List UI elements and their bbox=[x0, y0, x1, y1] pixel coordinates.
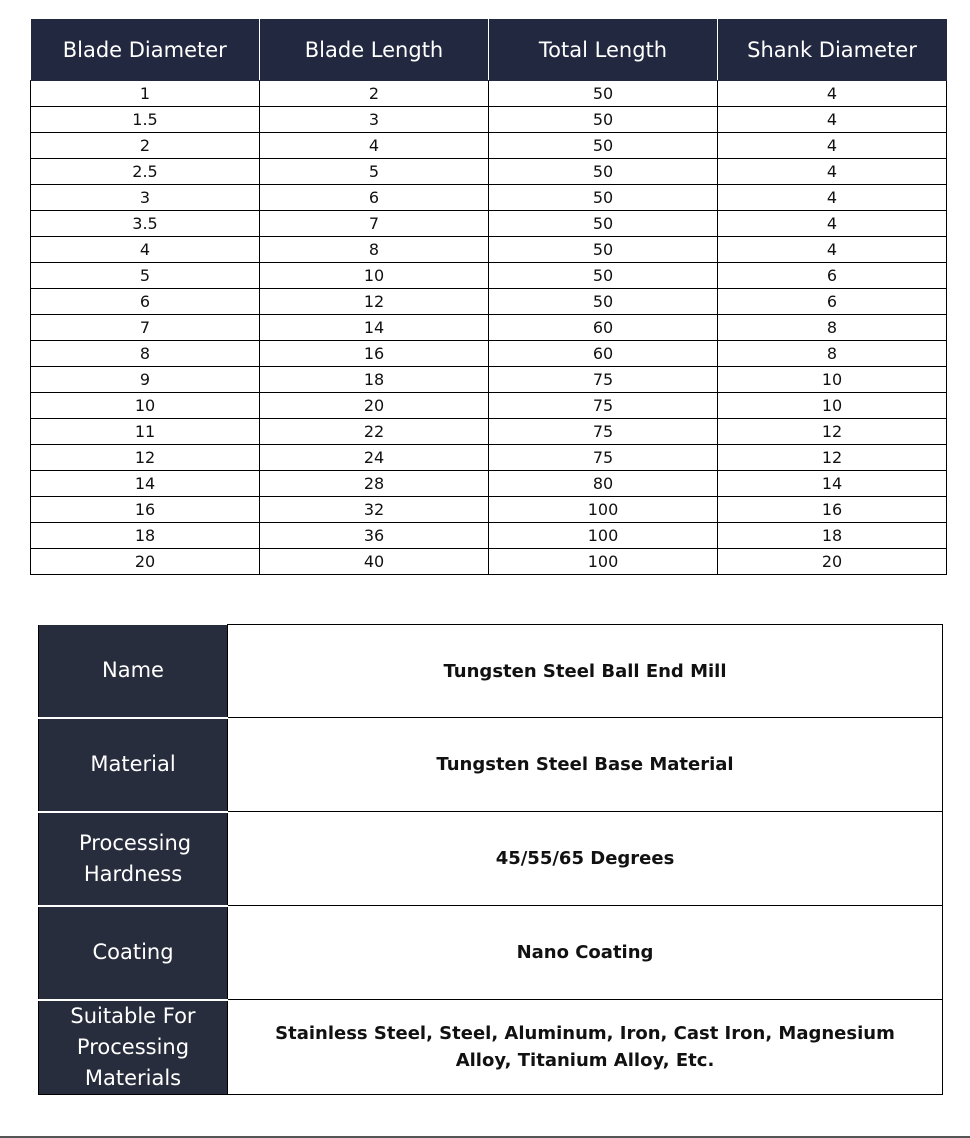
table-cell: 10 bbox=[718, 393, 947, 419]
table-row bbox=[31, 315, 947, 341]
table-cell: 10 bbox=[31, 393, 260, 419]
table-cell: 4 bbox=[718, 133, 947, 159]
spec-label: Coating bbox=[39, 906, 228, 1000]
spec-value: Tungsten Steel Base Material bbox=[228, 718, 943, 812]
table-cell: 4 bbox=[718, 107, 947, 133]
spec-table bbox=[38, 624, 943, 1095]
table-cell: 32 bbox=[260, 497, 489, 523]
table-cell: 50 bbox=[489, 133, 718, 159]
column-header: Total Length bbox=[489, 19, 718, 81]
table-cell: 50 bbox=[489, 159, 718, 185]
column-header: Blade Diameter bbox=[31, 19, 260, 81]
table-cell: 75 bbox=[489, 393, 718, 419]
table-row bbox=[31, 185, 947, 211]
table-row bbox=[31, 289, 947, 315]
spec-value: 45/55/65 Degrees bbox=[228, 812, 943, 906]
table-cell: 18 bbox=[31, 523, 260, 549]
table-cell: 3 bbox=[260, 107, 489, 133]
table-cell: 6 bbox=[718, 263, 947, 289]
table-row bbox=[31, 367, 947, 393]
table-row bbox=[31, 549, 947, 575]
table-cell: 80 bbox=[489, 471, 718, 497]
column-header: Shank Diameter bbox=[718, 19, 947, 81]
table-cell: 18 bbox=[260, 367, 489, 393]
table-cell: 11 bbox=[31, 419, 260, 445]
spec-label: Material bbox=[39, 718, 228, 812]
table-cell: 100 bbox=[489, 549, 718, 575]
table-row bbox=[31, 341, 947, 367]
table-cell: 4 bbox=[718, 237, 947, 263]
table-cell: 50 bbox=[489, 81, 718, 107]
table-cell: 8 bbox=[718, 341, 947, 367]
table-cell: 8 bbox=[718, 315, 947, 341]
table-cell: 5 bbox=[260, 159, 489, 185]
table-cell: 20 bbox=[260, 393, 489, 419]
table-cell: 50 bbox=[489, 185, 718, 211]
table-cell: 28 bbox=[260, 471, 489, 497]
table-cell: 4 bbox=[718, 185, 947, 211]
table-cell: 40 bbox=[260, 549, 489, 575]
size-table bbox=[30, 19, 947, 575]
table-row bbox=[31, 237, 947, 263]
table-cell: 14 bbox=[260, 315, 489, 341]
table-cell: 4 bbox=[718, 159, 947, 185]
table-row bbox=[31, 471, 947, 497]
spec-label: Name bbox=[39, 625, 228, 718]
spec-row bbox=[39, 718, 943, 812]
table-cell: 12 bbox=[31, 445, 260, 471]
table-row bbox=[31, 419, 947, 445]
table-cell: 6 bbox=[31, 289, 260, 315]
table-cell: 10 bbox=[718, 367, 947, 393]
table-cell: 4 bbox=[31, 237, 260, 263]
table-cell: 75 bbox=[489, 419, 718, 445]
table-cell: 75 bbox=[489, 367, 718, 393]
spec-label: Processing Hardness bbox=[39, 812, 228, 906]
table-cell: 20 bbox=[31, 549, 260, 575]
table-cell: 6 bbox=[260, 185, 489, 211]
table-cell: 1 bbox=[31, 81, 260, 107]
table-cell: 16 bbox=[260, 341, 489, 367]
table-cell: 36 bbox=[260, 523, 489, 549]
spec-row bbox=[39, 1000, 943, 1095]
table-cell: 2 bbox=[31, 133, 260, 159]
table-cell: 5 bbox=[31, 263, 260, 289]
table-cell: 3 bbox=[31, 185, 260, 211]
table-cell: 12 bbox=[718, 445, 947, 471]
table-cell: 50 bbox=[489, 107, 718, 133]
table-cell: 1.5 bbox=[31, 107, 260, 133]
table-cell: 2 bbox=[260, 81, 489, 107]
table-cell: 8 bbox=[260, 237, 489, 263]
table-cell: 75 bbox=[489, 445, 718, 471]
table-cell: 4 bbox=[718, 81, 947, 107]
table-row bbox=[31, 523, 947, 549]
table-cell: 100 bbox=[489, 497, 718, 523]
table-cell: 60 bbox=[489, 341, 718, 367]
table-cell: 24 bbox=[260, 445, 489, 471]
table-cell: 8 bbox=[31, 341, 260, 367]
table-cell: 12 bbox=[260, 289, 489, 315]
column-header: Blade Length bbox=[260, 19, 489, 81]
table-cell: 50 bbox=[489, 289, 718, 315]
table-cell: 10 bbox=[260, 263, 489, 289]
spec-value: Tungsten Steel Ball End Mill bbox=[228, 625, 943, 718]
table-row bbox=[31, 81, 947, 107]
spec-row bbox=[39, 812, 943, 906]
spec-row bbox=[39, 625, 943, 718]
table-cell: 12 bbox=[718, 419, 947, 445]
table-cell: 22 bbox=[260, 419, 489, 445]
table-row bbox=[31, 445, 947, 471]
spec-row bbox=[39, 906, 943, 1000]
table-row bbox=[31, 159, 947, 185]
table-row bbox=[31, 393, 947, 419]
table-cell: 4 bbox=[718, 211, 947, 237]
table-cell: 60 bbox=[489, 315, 718, 341]
table-cell: 14 bbox=[718, 471, 947, 497]
spec-value: Stainless Steel, Steel, Aluminum, Iron, Cast Iron, Magnesium Alloy, Titanium Alloy, Etc. bbox=[228, 1000, 943, 1095]
table-cell: 16 bbox=[718, 497, 947, 523]
table-cell: 2.5 bbox=[31, 159, 260, 185]
table-row bbox=[31, 263, 947, 289]
table-cell: 50 bbox=[489, 237, 718, 263]
table-cell: 6 bbox=[718, 289, 947, 315]
spec-label: Suitable For Processing Materials bbox=[39, 1000, 228, 1095]
table-cell: 18 bbox=[718, 523, 947, 549]
table-row bbox=[31, 107, 947, 133]
table-row bbox=[31, 211, 947, 237]
table-cell: 14 bbox=[31, 471, 260, 497]
table-cell: 7 bbox=[31, 315, 260, 341]
table-cell: 50 bbox=[489, 211, 718, 237]
table-cell: 16 bbox=[31, 497, 260, 523]
table-cell: 9 bbox=[31, 367, 260, 393]
table-cell: 100 bbox=[489, 523, 718, 549]
table-cell: 50 bbox=[489, 263, 718, 289]
table-cell: 3.5 bbox=[31, 211, 260, 237]
table-cell: 7 bbox=[260, 211, 489, 237]
table-row bbox=[31, 497, 947, 523]
table-cell: 4 bbox=[260, 133, 489, 159]
table-row bbox=[31, 133, 947, 159]
spec-value: Nano Coating bbox=[228, 906, 943, 1000]
table-cell: 20 bbox=[718, 549, 947, 575]
